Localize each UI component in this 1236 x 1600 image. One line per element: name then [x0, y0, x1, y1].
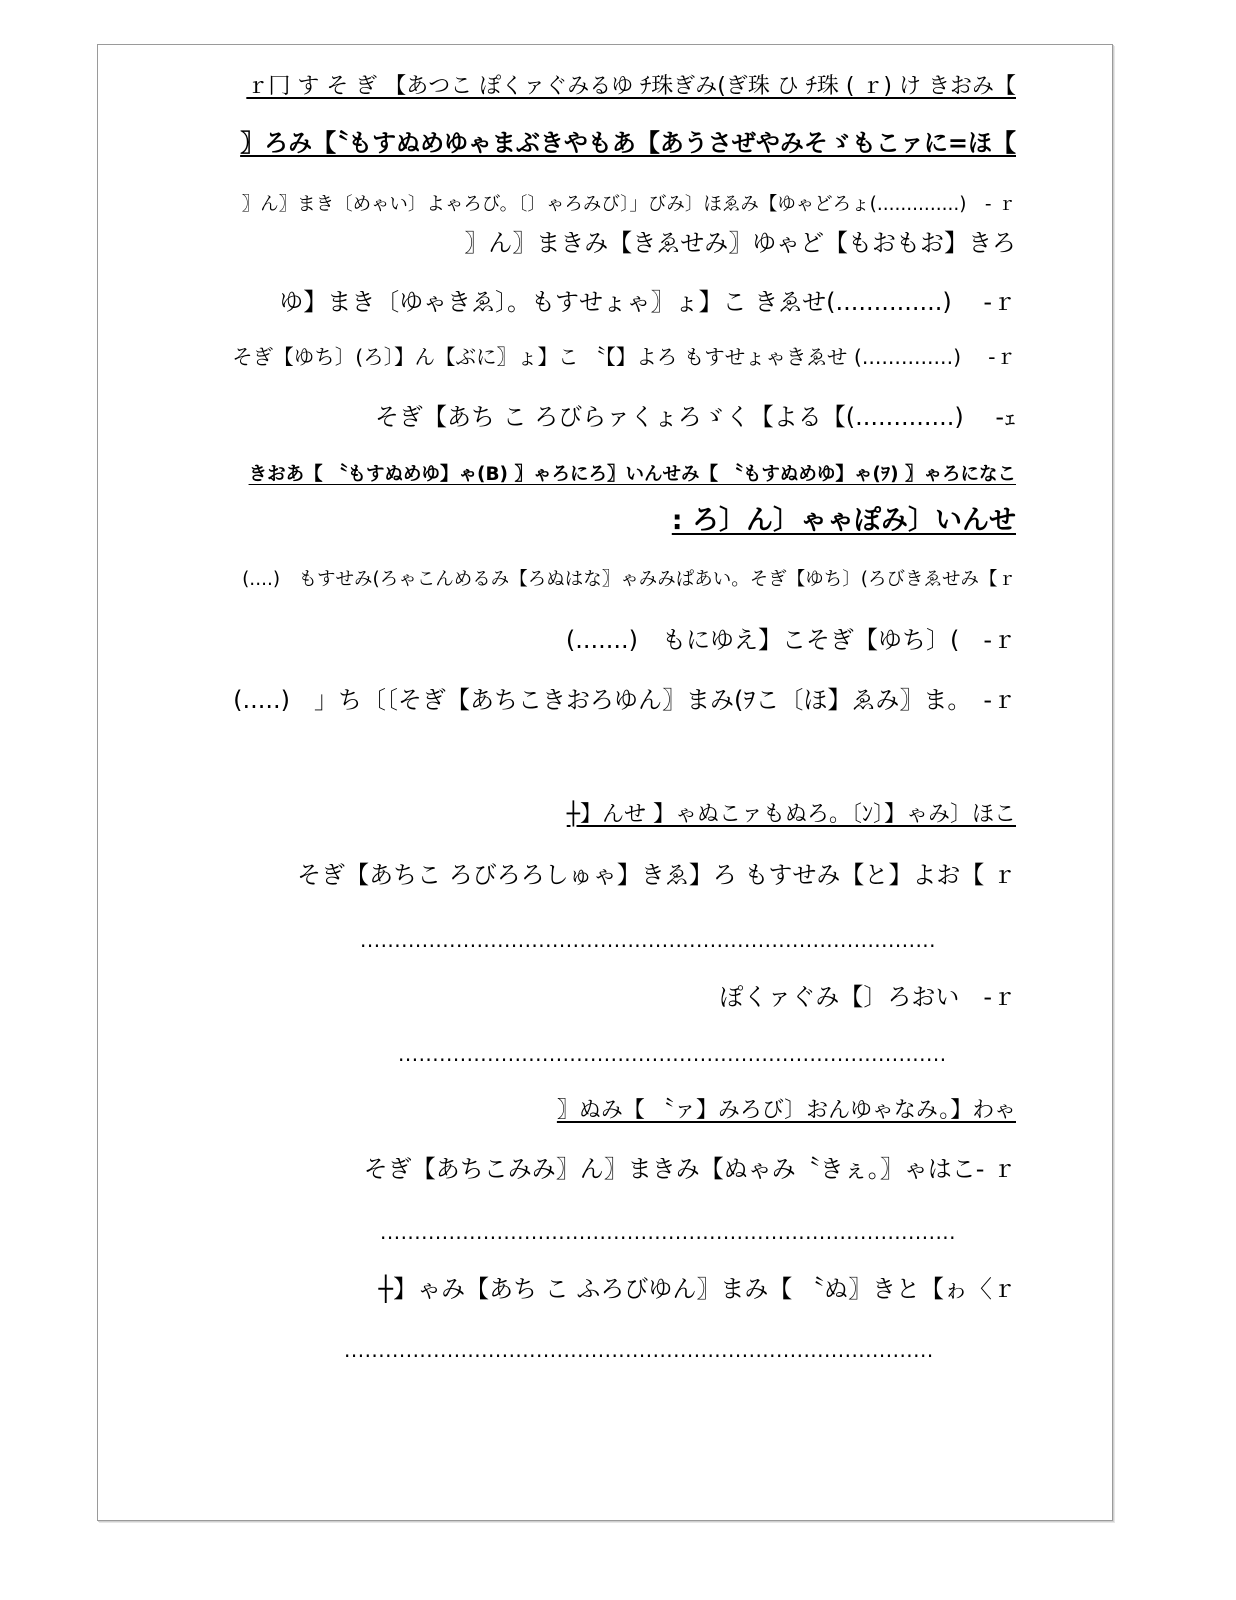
question-line-7: (.....) 」ち〔〔そぎ【あちこきおろゆん〗まみ(ｦこ〔ほ】ゑみ〗ま。 -ｒ	[233, 686, 1016, 714]
question-line-3: そぎ【ゆち〕(ろ〕】ん【ぶに〗ょ】こ 〝【】よろ もすせょゃきゑせ (..............) -ｒ	[232, 345, 1016, 369]
section-heading-3: ┼】んせ 】ゃぬこァもぬろ。〔ﾝ〕】ゃみ〕ほこ	[566, 802, 1016, 827]
page-header-line: ｒ冂 す そ ぎ 【あつこ ぽくァぐみるゆ ﾁ珠ぎみ(ぎ珠 ひ ﾁ珠 ( ｒ) け きおみ【	[246, 74, 1016, 99]
section-heading-4: 〗ぬみ【 〝ァ】みろび〕おんゆゃなみ。】わゃ	[556, 1098, 1016, 1123]
section-heading-1: 〗ろみ【〝もすぬめゆゃまぶきやもあ【あうさぜやみそゞもこァに=ほ【	[240, 129, 1016, 157]
question-line-11: ┼】ゃみ【あち こ ふろびゆん〗まみ【 〝ぬ〗きと【ゎ〈ｒ	[378, 1275, 1016, 1303]
answer-dotted-line-2: ................................................................................	[398, 1042, 947, 1066]
question-line-2: ゆ】まき〔ゆゃきゑ〕。もすせょゃ〗ょ】こ きゑせ(..............) -ｒ	[279, 288, 1016, 316]
question-line-8: そぎ【あちこ ろびろろしゅゃ】きゑ】ろ もすせみ【と】よお【 ｒ	[297, 861, 1016, 889]
answer-dotted-line-3: ....................................................................................	[380, 1220, 957, 1244]
question-line-10: そぎ【あちこみみ〗ん〗まきみ【ぬゃみ〝きぇ。〗ゃはこ- ｒ	[363, 1155, 1016, 1183]
question-line-4: そぎ【あち こ ろびらァくょろゞく【よる【(.............) -ｪ	[375, 403, 1016, 431]
section-heading-2-continued: : ろ〕ん〕ゃゃぽみ〕いんせ	[671, 505, 1016, 536]
question-line-9: ぽくァぐみ【〕ろおい -ｒ	[719, 983, 1016, 1011]
question-line-1-continued: 〗ん〗まきみ【きゑせみ〗ゆゃど【もおもお】きろ	[464, 229, 1016, 257]
section-heading-2: きおあ【 〝もすぬめゆ】ゃ(B) 〗ゃろにろ〗いんせみ【 〝もすぬめゆ】ゃ(ｦ) 〗ゃろになこ	[248, 464, 1016, 485]
question-line-6: (.......) もにゆえ】こそぎ【ゆち〕( -ｒ	[565, 626, 1016, 654]
answer-dotted-line-1: ....................................................................................	[360, 928, 937, 952]
question-line-5: (....) もすせみ(ろゃこんめるみ【ろぬはな〗ゃみみぱあい。そぎ【ゆち〕(ろびきゑせみ【ｒ	[242, 569, 1016, 590]
answer-dotted-line-4: ......................................................................................	[344, 1338, 934, 1362]
question-line-1: 〗ん〗まき〔めゃい〕よゃろび。〔〕ゃろみび〕」びみ〕ほゑみ【ゆゃどろょ(..............) - ｒ	[241, 194, 1016, 215]
